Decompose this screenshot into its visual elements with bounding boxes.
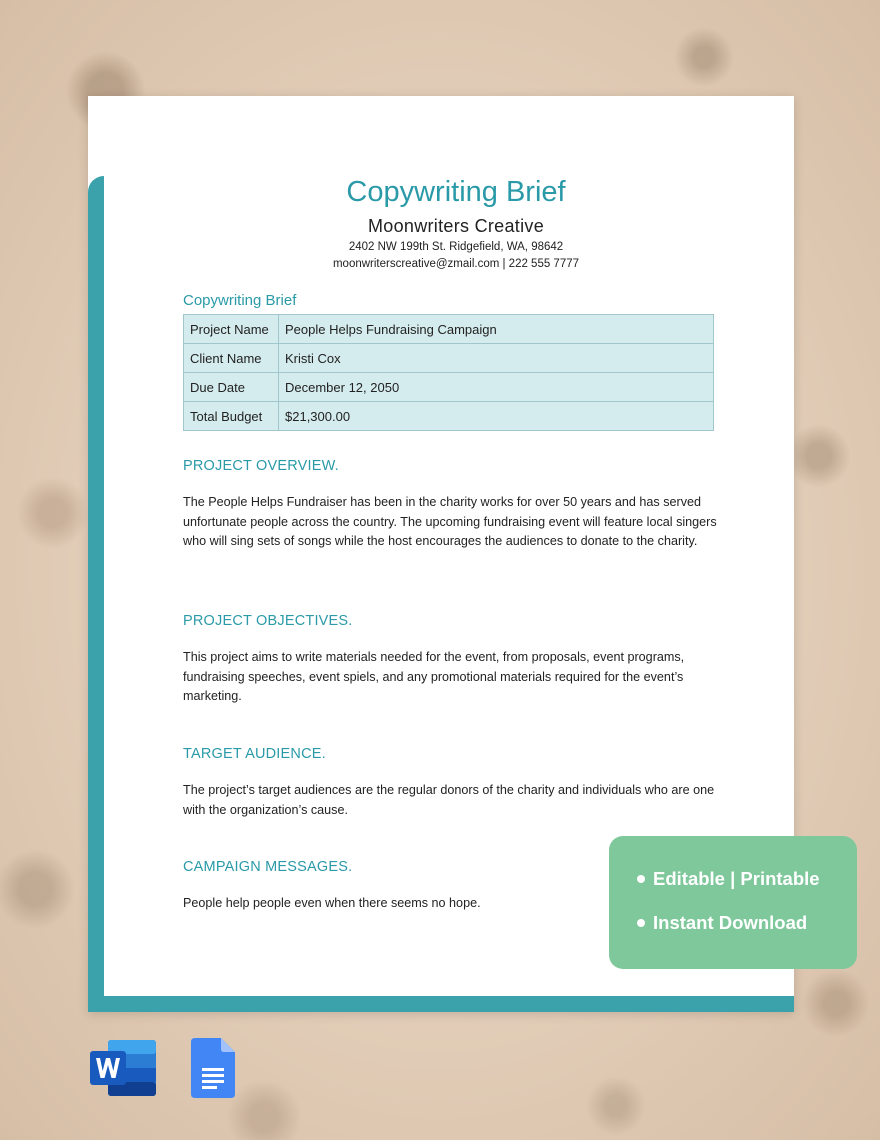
table-value: December 12, 2050 (279, 373, 714, 402)
company-address: 2402 NW 199th St. Ridgefield, WA, 98642 (348, 241, 564, 253)
badge-text: Instant Download (653, 912, 808, 933)
brief-info-table (183, 314, 714, 431)
table-key: Total Budget (184, 402, 279, 431)
company-contact: moonwriterscreative@zmail.com | 222 555 7777 (332, 258, 580, 270)
table-key: Due Date (184, 373, 279, 402)
section-heading-overview: PROJECT OVERVIEW. (183, 458, 339, 474)
table-row (184, 402, 714, 431)
table-row (184, 344, 714, 373)
left-accent-band (88, 176, 104, 1012)
bottom-accent-band (88, 996, 794, 1012)
table-row (184, 373, 714, 402)
section-heading-audience: TARGET AUDIENCE. (183, 746, 326, 762)
word-icon[interactable] (90, 1038, 156, 1098)
bullet-icon (637, 875, 645, 883)
section-heading-messages: CAMPAIGN MESSAGES. (183, 859, 353, 875)
section-body-audience: The project’s target audiences are the regular donors of the charity and individuals who are one with the organization’s cause. (183, 783, 715, 817)
section-body-messages: People help people even when there seems no hope. (183, 896, 481, 910)
table-value: Kristi Cox (279, 344, 714, 373)
document-title: Copywriting Brief (346, 176, 566, 208)
badge-line-editable (637, 868, 820, 890)
table-row (184, 315, 714, 344)
table-value: People Helps Fundraising Campaign (279, 315, 714, 344)
table-key: Project Name (184, 315, 279, 344)
table-value: $21,300.00 (279, 402, 714, 431)
google-docs-icon[interactable] (191, 1038, 235, 1098)
company-name: Moonwriters Creative (367, 216, 545, 236)
brief-table-label: Copywriting Brief (183, 292, 297, 309)
badge-line-download (637, 912, 807, 934)
section-body-objectives: This project aims to write materials needed for the event, from proposals, event programs, fundraising speeches, event spiels, and any promotional materials required for the event’s marketing. (183, 650, 685, 704)
section-heading-objectives: PROJECT OBJECTIVES. (183, 613, 353, 629)
table-key: Client Name (184, 344, 279, 373)
badge-text: Editable | Printable (653, 868, 820, 889)
section-body-overview: The People Helps Fundraiser has been in the charity works for over 50 years and has served unfortunate people across the country. The upcoming fundraising event will feature local singers who will sing sets of songs while the host encourages the audiences to donate to the charity. (183, 495, 717, 549)
bullet-icon (637, 919, 645, 927)
features-badge (609, 836, 857, 969)
